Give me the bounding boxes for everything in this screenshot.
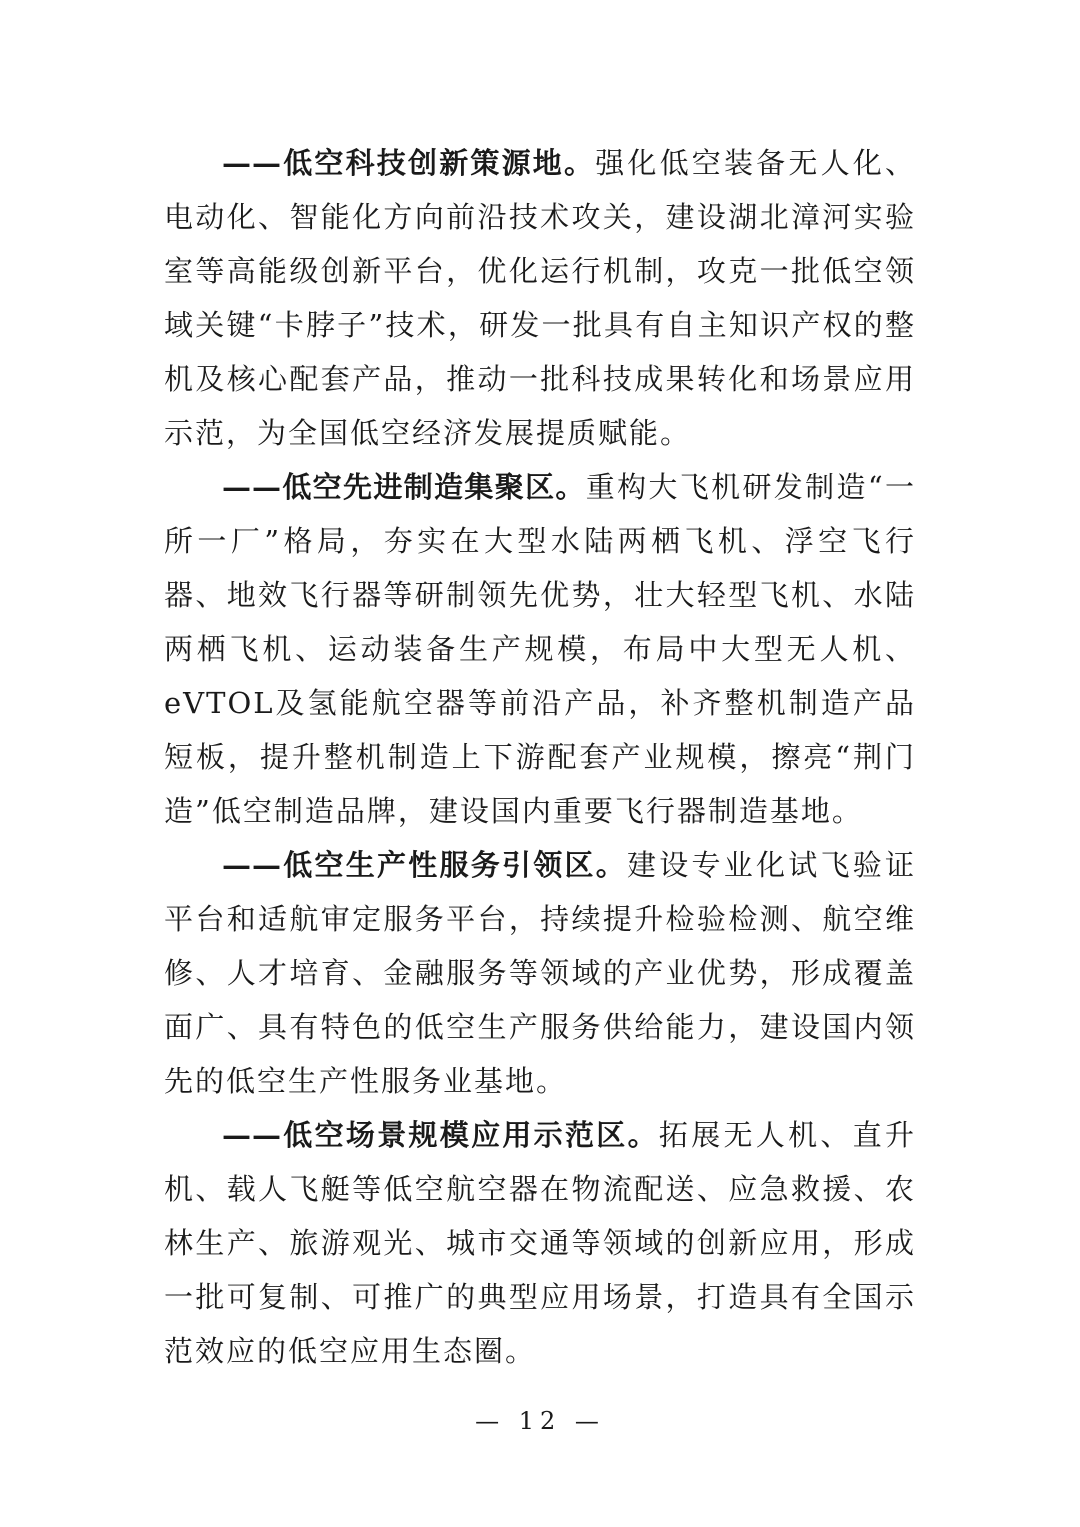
section-scenario-application [164, 1108, 916, 1378]
page-number: — 12 — [475, 1407, 605, 1435]
section-advanced-manufacturing [164, 460, 916, 838]
section-text: 重构大飞机研发制造“一所一厂”格局，夯实在大型水陆两栖飞机、浮空飞行器、地效飞行器等研制领先优势，壮大轻型飞机、水陆两栖飞机、运动装备生产规模，布局中大型无人机、eVTOL及氢能航空器等前沿产品，补齐整机制造产品短板，提升整机制造上下游配套产业规模，擦亮“荆门造”低空制造品牌，建设国内重要飞行器制造基地。 [164, 470, 916, 828]
section-productive-services [164, 838, 916, 1108]
section-heading: ——低空生产性服务引领区。 [222, 848, 627, 882]
section-tech-innovation [164, 136, 916, 460]
section-text: 强化低空装备无人化、电动化、智能化方向前沿技术攻关，建设湖北漳河实验室等高能级创新平台，优化运行机制，攻克一批低空领域关键“卡脖子”技术，研发一批具有自主知识产权的整机及核心配套产品，推动一批科技成果转化和场景应用示范，为全国低空经济发展提质赋能。 [164, 146, 916, 450]
section-text: 建设专业化试飞验证平台和适航审定服务平台，持续提升检验检测、航空维修、人才培育、金融服务等领域的产业优势，形成覆盖面广、具有特色的低空生产服务供给能力，建设国内领先的低空生产性服务业基地。 [164, 848, 916, 1098]
section-heading: ——低空场景规模应用示范区。 [222, 1118, 659, 1152]
section-text: 拓展无人机、直升机、载人飞艇等低空航空器在物流配送、应急救援、农林生产、旅游观光、城市交通等领域的创新应用，形成一批可复制、可推广的典型应用场景，打造具有全国示范效应的低空应用生态圈。 [164, 1118, 916, 1368]
section-heading: ——低空先进制造集聚区。 [222, 470, 586, 504]
section-heading: ——低空科技创新策源地。 [222, 146, 596, 180]
document-body [164, 136, 916, 1378]
